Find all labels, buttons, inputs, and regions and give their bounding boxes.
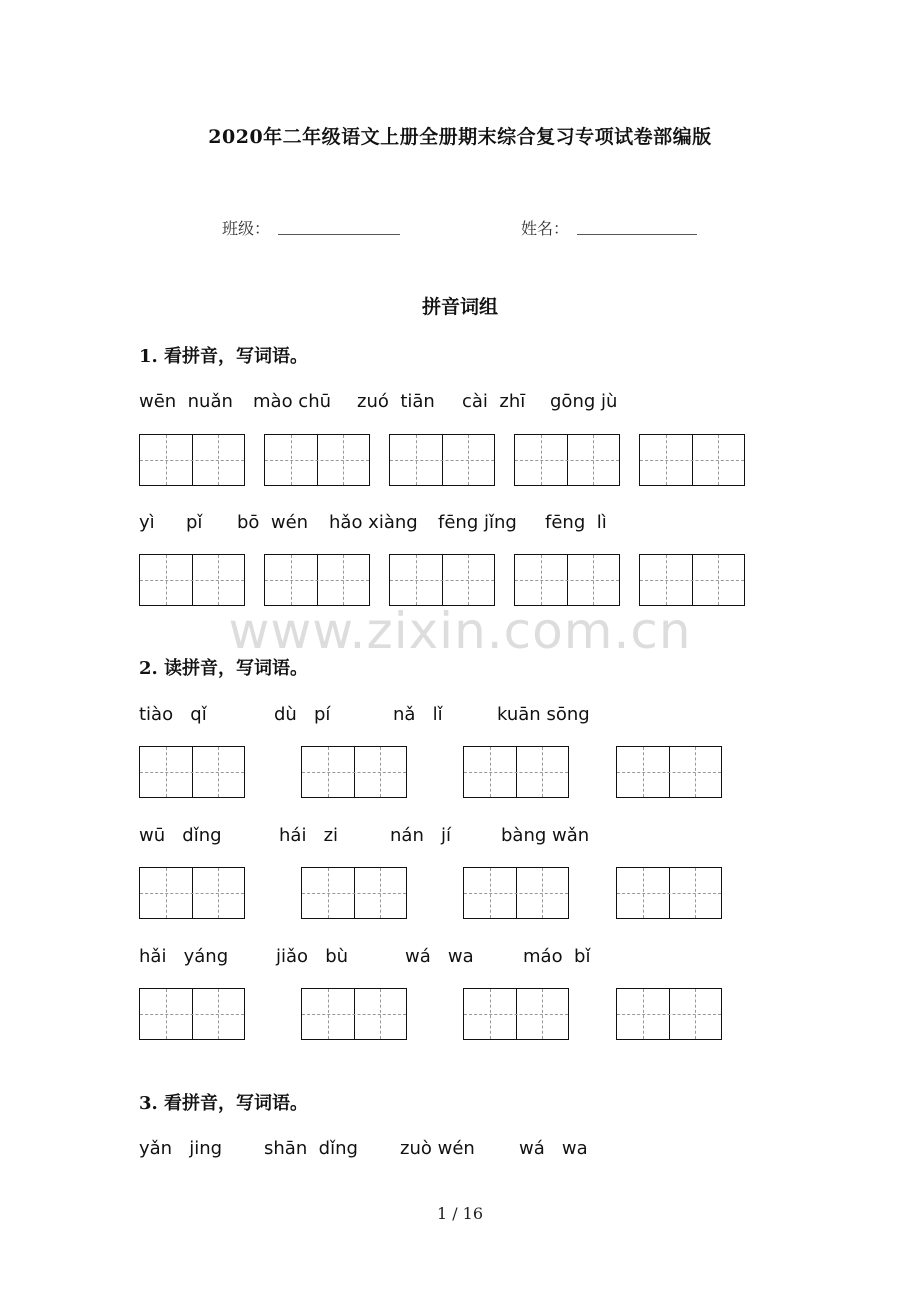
pinyin-label: nǎ lǐ [393,704,443,725]
pinyin-label: zuó tiān [357,391,435,412]
pinyin-label: dù pí [274,704,331,725]
document-title: 2020年二年级语文上册全册期末综合复习专项试卷部编版 [208,126,712,148]
pinyin-label: fēng jǐng [438,512,517,533]
watermark: www.zixin.com.cn [228,602,692,660]
pinyin-label: gōng jù [550,391,618,412]
name-label: 姓名： [521,219,570,238]
writing-grid[interactable] [264,554,370,606]
writing-grid[interactable] [301,867,407,919]
writing-grid[interactable] [139,434,245,486]
pinyin-label: nán jí [390,825,452,846]
writing-grid[interactable] [616,867,722,919]
pinyin-label: pǐ [186,512,203,533]
pinyin-label: bàng wǎn [501,825,590,846]
writing-grid[interactable] [264,434,370,486]
writing-grid[interactable] [514,554,620,606]
writing-grid[interactable] [616,746,722,798]
pinyin-label: hǎo xiàng [329,512,418,533]
writing-grid[interactable] [139,988,245,1040]
writing-grid[interactable] [639,434,745,486]
writing-grid[interactable] [139,746,245,798]
pinyin-label: yǎn jing [139,1138,223,1159]
writing-grid[interactable] [389,434,495,486]
name-blank [577,234,697,235]
pinyin-label: cài zhī [462,391,526,412]
class-blank [278,234,400,235]
pinyin-label: yì [139,512,155,533]
writing-grid[interactable] [514,434,620,486]
pinyin-label: hái zi [279,825,339,846]
question-3-title: 3. 看拼音，写词语。 [139,1093,309,1114]
question-2-title: 2. 读拼音，写词语。 [139,658,309,679]
writing-grid[interactable] [639,554,745,606]
writing-grid[interactable] [139,867,245,919]
section-heading: 拼音词组 [421,296,498,318]
page-number: 1 / 16 [436,1204,484,1223]
writing-grid[interactable] [139,554,245,606]
pinyin-label: wá wa [519,1138,588,1159]
pinyin-label: bō wén [237,512,309,533]
pinyin-label: kuān sōng [497,704,590,725]
pinyin-label: mào chū [253,391,332,412]
writing-grid[interactable] [301,988,407,1040]
writing-grid[interactable] [463,746,569,798]
question-1-title: 1. 看拼音，写词语。 [139,346,309,367]
pinyin-label: shān dǐng [264,1138,358,1159]
pinyin-label: jiǎo bù [276,946,349,967]
pinyin-label: tiào qǐ [139,704,207,725]
pinyin-label: hǎi yáng [139,946,229,967]
pinyin-label: máo bǐ [523,946,591,967]
class-label: 班级： [222,219,271,238]
writing-grid[interactable] [616,988,722,1040]
pinyin-label: fēng lì [545,512,607,533]
pinyin-label: zuò wén [400,1138,475,1159]
pinyin-label: wēn nuǎn [139,391,233,412]
pinyin-label: wá wa [405,946,474,967]
writing-grid[interactable] [301,746,407,798]
pinyin-label: wū dǐng [139,825,222,846]
writing-grid[interactable] [463,988,569,1040]
writing-grid[interactable] [389,554,495,606]
writing-grid[interactable] [463,867,569,919]
